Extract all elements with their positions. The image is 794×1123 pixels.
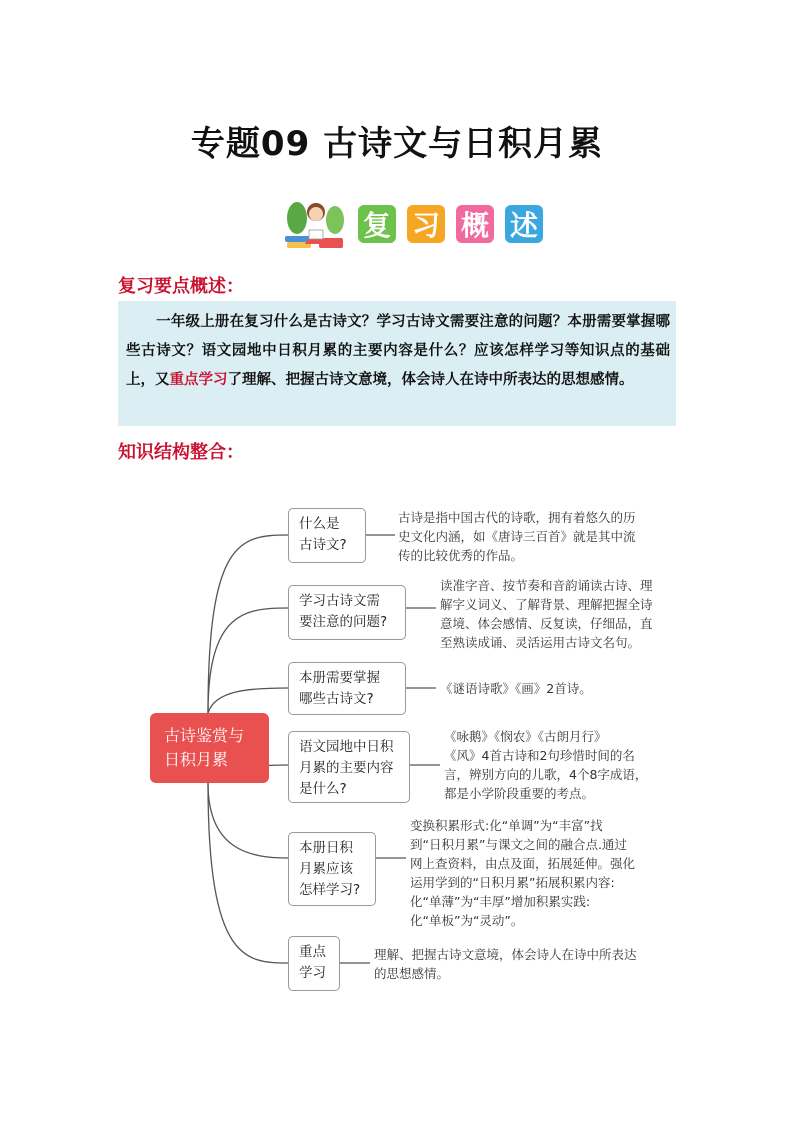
desc-line: 读准字音、按节奏和音韵诵读古诗、理 [440,578,653,593]
desc-line: 运用学到的“日积月累”拓展积累内容: [410,875,615,890]
summary-text-end: 了理解、把握古诗文意境，体会诗人在诗中所表达的思想感情。 [227,371,634,388]
branch-2-desc [440,576,680,652]
desc-line: 化“单薄”为“丰厚”增加积累实践: [410,894,591,909]
branch-4-line-1: 语文园地中日积 [299,739,394,755]
branch-node-3 [288,662,406,715]
desc-line: 至熟读成诵、灵活运用古诗文名句。 [440,635,641,650]
branch-node-4 [288,731,410,803]
badge-char-2: 习 [407,205,445,243]
branch-6-desc [374,945,674,983]
branch-2-line-2: 要注意的问题? [299,614,388,630]
root-line-2: 日积月累 [164,750,229,769]
branch-4-desc [444,727,676,803]
desc-line: 到“日积月累”与课文之间的融合点.通过 [410,837,627,852]
desc-line: 言，辨别方向的儿歌，4个8字成语， [444,767,648,782]
branch-4-line-2: 月累的主要内容 [299,760,394,776]
page-title: 专题09 古诗文与日积月累 [190,124,604,164]
desc-line: 网上查资料，由点及面，拓展延伸。强化 [410,856,636,871]
branch-node-2 [288,585,406,640]
desc-line: 意境、体会感情、反复读，仔细品，直 [440,616,653,631]
desc-line: 解字义词义、了解背景、理解把握全诗 [440,597,653,612]
mindmap-root [150,713,269,783]
desc-line: 都是小学阶段重要的考点。 [444,786,595,801]
desc-line: 的思想感情。 [374,966,450,981]
branch-node-6 [288,936,340,991]
branch-1-line-1: 什么是 [299,516,340,532]
root-line-1: 古诗鉴赏与 [164,726,245,745]
branch-6-line-2: 学习 [299,965,326,981]
desc-line: 《风》4首古诗和2句珍惜时间的名 [444,748,635,763]
desc-line: 化“单板”为“灵动”。 [410,913,524,928]
desc-line: 传的比较优秀的作品。 [398,548,524,563]
branch-3-desc [440,679,680,698]
branch-node-5 [288,832,376,906]
desc-line: 变换积累形式:化“单调”为“丰富”找 [410,818,603,833]
badge-char-1: 复 [358,205,396,243]
summary-highlight: 重点学习 [169,371,228,388]
branch-3-line-2: 哪些古诗文? [299,691,374,707]
branch-3-line-1: 本册需要掌握 [299,670,380,686]
summary-heading: 复习要点概述： [118,276,244,297]
branch-5-line-1: 本册日积 [299,840,353,856]
branch-1-desc [398,508,678,565]
branch-1-line-2: 古诗文? [299,537,347,553]
badge-char-4: 述 [505,205,543,243]
branch-5-desc [410,816,680,930]
branch-4-line-3: 是什么? [299,781,347,797]
branch-5-line-2: 月累应该 [299,861,353,877]
desc-line: 《谜语诗歌》《画》2首诗。 [440,681,592,696]
desc-line: 理解、把握古诗文意境，体会诗人在诗中所表达 [374,947,637,962]
badge-char-3: 概 [456,205,494,243]
desc-line: 《咏鹅》《悯农》《古朗月行》 [444,729,607,744]
summary-text: 一年级上册在复习什么是古诗文？学习古诗文需要注意的问题？本册需要掌握哪些古诗文？语文园地中日积月累的主要内容是什么？应该怎样学习等知识点的基础上，又 [126,313,670,388]
branch-node-1 [288,508,366,563]
branch-6-line-1: 重点 [299,944,326,960]
structure-heading: 知识结构整合： [118,442,244,463]
branch-5-line-3: 怎样学习? [299,882,361,898]
desc-line: 古诗是指中国古代的诗歌，拥有着悠久的历 [398,510,636,525]
desc-line: 史文化内涵，如《唐诗三百首》就是其中流 [398,529,636,544]
branch-2-line-1: 学习古诗文需 [299,593,380,609]
